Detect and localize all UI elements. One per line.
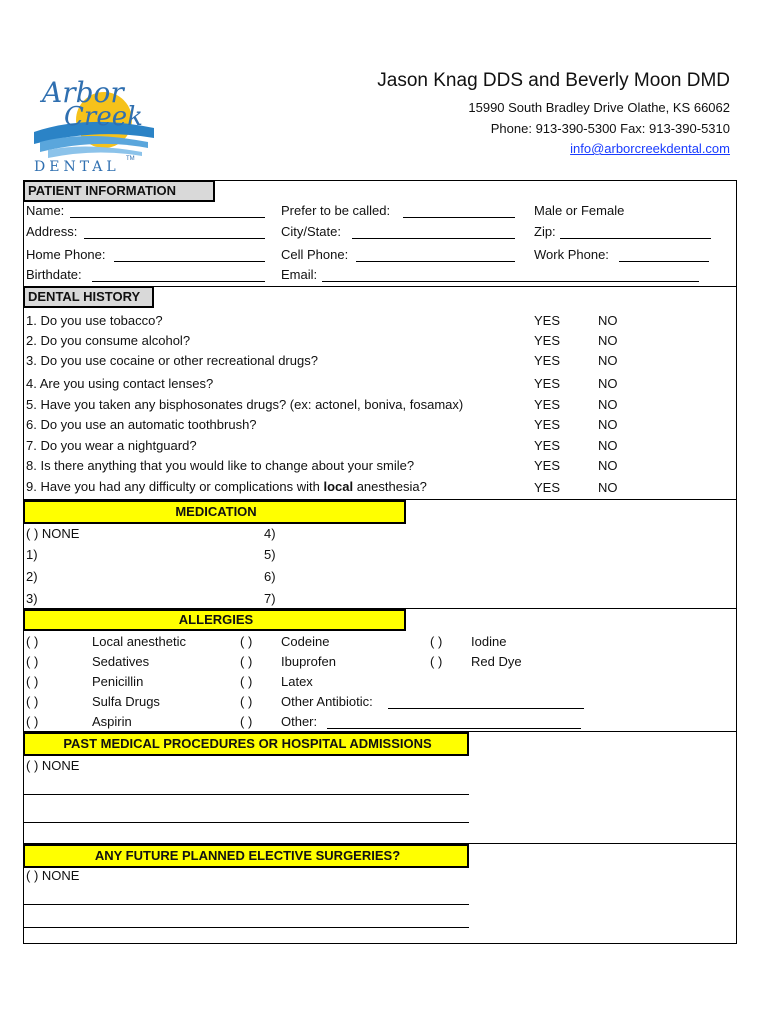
other-antibiotic-field[interactable] bbox=[388, 708, 584, 709]
past-procedures-heading: PAST MEDICAL PROCEDURES OR HOSPITAL ADMISSIONS bbox=[23, 732, 469, 756]
birthdate-label: Birthdate: bbox=[26, 267, 82, 282]
question-9-local: local bbox=[323, 479, 354, 494]
allergy-sulfa: Sulfa Drugs bbox=[92, 694, 160, 709]
medication-4: 4) bbox=[264, 526, 276, 541]
allergy-checkbox[interactable]: ( ) bbox=[26, 654, 39, 669]
cell-phone-label: Cell Phone: bbox=[281, 247, 349, 262]
medication-none[interactable]: ( ) NONE bbox=[26, 526, 80, 541]
logo-tm: TM bbox=[126, 156, 135, 162]
allergy-local-anesthetic: Local anesthetic bbox=[92, 634, 186, 649]
future-line-2[interactable] bbox=[23, 927, 469, 928]
past-none[interactable]: ( ) NONE bbox=[26, 758, 80, 773]
address-field[interactable] bbox=[84, 238, 265, 239]
question-7: 7. Do you wear a nightguard? bbox=[26, 438, 197, 453]
past-line-1[interactable] bbox=[23, 794, 469, 795]
allergy-other: Other: bbox=[281, 714, 318, 729]
allergy-checkbox[interactable]: ( ) bbox=[430, 654, 443, 669]
question-9-part-a: 9. Have you had any difficulty or complications with bbox=[26, 479, 324, 494]
zip-label: Zip: bbox=[534, 224, 556, 239]
name-field[interactable] bbox=[70, 217, 265, 218]
allergy-checkbox[interactable]: ( ) bbox=[240, 714, 253, 729]
allergy-checkbox[interactable]: ( ) bbox=[240, 694, 253, 709]
yes-option[interactable]: YES bbox=[534, 353, 561, 368]
patient-info-heading: PATIENT INFORMATION bbox=[23, 180, 215, 202]
question-9 bbox=[26, 479, 427, 495]
no-option[interactable]: NO bbox=[598, 376, 618, 391]
future-surgeries-heading: ANY FUTURE PLANNED ELECTIVE SURGERIES? bbox=[23, 844, 469, 868]
no-option[interactable]: NO bbox=[598, 417, 618, 432]
medication-7: 7) bbox=[264, 591, 276, 606]
question-9-part-c: anesthesia? bbox=[353, 479, 427, 494]
allergies-heading: ALLERGIES bbox=[23, 609, 406, 631]
medication-6: 6) bbox=[264, 569, 276, 584]
allergy-checkbox[interactable]: ( ) bbox=[240, 634, 253, 649]
practice-title: Jason Knag DDS and Beverly Moon DMD bbox=[377, 70, 730, 91]
city-field[interactable] bbox=[352, 238, 515, 239]
allergy-red-dye: Red Dye bbox=[471, 654, 522, 669]
yes-option[interactable]: YES bbox=[534, 438, 561, 453]
email-field[interactable] bbox=[322, 281, 699, 282]
work-phone-label: Work Phone: bbox=[534, 247, 609, 262]
work-phone-field[interactable] bbox=[619, 261, 709, 262]
home-phone-label: Home Phone: bbox=[26, 247, 106, 262]
question-6: 6. Do you use an automatic toothbrush? bbox=[26, 417, 257, 432]
practice-address: 15990 South Bradley Drive Olathe, KS 66062 bbox=[468, 100, 730, 115]
no-option[interactable]: NO bbox=[598, 353, 618, 368]
allergy-checkbox[interactable]: ( ) bbox=[240, 674, 253, 689]
home-phone-field[interactable] bbox=[114, 261, 265, 262]
question-4: 4. Are you using contact lenses? bbox=[26, 376, 214, 391]
question-3: 3. Do you use cocaine or other recreational drugs? bbox=[26, 353, 318, 368]
future-none[interactable]: ( ) NONE bbox=[26, 868, 80, 883]
address-label: Address: bbox=[26, 224, 78, 239]
allergy-sedatives: Sedatives bbox=[92, 654, 150, 669]
allergy-checkbox[interactable]: ( ) bbox=[430, 634, 443, 649]
medication-5: 5) bbox=[264, 547, 276, 562]
question-2: 2. Do you consume alcohol? bbox=[26, 333, 191, 348]
allergy-checkbox[interactable]: ( ) bbox=[26, 694, 39, 709]
medication-1: 1) bbox=[26, 547, 38, 562]
logo-arbor: Arbor bbox=[42, 76, 124, 109]
zip-field[interactable] bbox=[560, 238, 711, 239]
name-label: Name: bbox=[26, 203, 65, 218]
practice-email-link[interactable]: info@arborcreekdental.com bbox=[570, 141, 730, 156]
city-label: City/State: bbox=[281, 224, 341, 239]
yes-option[interactable]: YES bbox=[534, 417, 561, 432]
past-line-2[interactable] bbox=[23, 822, 469, 823]
yes-option[interactable]: YES bbox=[534, 376, 561, 391]
no-option[interactable]: NO bbox=[598, 480, 618, 495]
allergy-checkbox[interactable]: ( ) bbox=[240, 654, 253, 669]
allergy-latex: Latex bbox=[281, 674, 313, 689]
no-option[interactable]: NO bbox=[598, 397, 618, 412]
allergy-aspirin: Aspirin bbox=[92, 714, 132, 729]
no-option[interactable]: NO bbox=[598, 458, 618, 473]
yes-option[interactable]: YES bbox=[534, 397, 561, 412]
allergy-checkbox[interactable]: ( ) bbox=[26, 714, 39, 729]
allergy-iodine: Iodine bbox=[471, 634, 507, 649]
allergy-checkbox[interactable]: ( ) bbox=[26, 674, 39, 689]
practice-logo bbox=[26, 72, 156, 182]
prefer-label: Prefer to be called: bbox=[281, 203, 391, 218]
medication-heading: MEDICATION bbox=[23, 500, 406, 524]
question-5: 5. Have you taken any bisphosonates drugs? (ex: actonel, boniva, fosamax) bbox=[26, 397, 464, 412]
allergy-checkbox[interactable]: ( ) bbox=[26, 634, 39, 649]
allergy-ibuprofen: Ibuprofen bbox=[281, 654, 336, 669]
medication-2: 2) bbox=[26, 569, 38, 584]
email-label: Email: bbox=[281, 267, 318, 282]
dental-history-heading: DENTAL HISTORY bbox=[23, 286, 154, 308]
medication-3: 3) bbox=[26, 591, 38, 606]
logo-dental: DENTAL bbox=[34, 159, 120, 175]
gender-label: Male or Female bbox=[534, 203, 625, 218]
birthdate-field[interactable] bbox=[92, 281, 265, 282]
no-option[interactable]: NO bbox=[598, 313, 618, 328]
allergy-penicillin: Penicillin bbox=[92, 674, 144, 689]
no-option[interactable]: NO bbox=[598, 333, 618, 348]
question-8: 8. Is there anything that you would like to change about your smile? bbox=[26, 458, 415, 473]
allergy-codeine: Codeine bbox=[281, 634, 330, 649]
cell-phone-field[interactable] bbox=[356, 261, 515, 262]
no-option[interactable]: NO bbox=[598, 438, 618, 453]
question-1: 1. Do you use tobacco? bbox=[26, 313, 163, 328]
yes-option[interactable]: YES bbox=[534, 333, 561, 348]
yes-option[interactable]: YES bbox=[534, 458, 561, 473]
yes-option[interactable]: YES bbox=[534, 313, 561, 328]
other-allergy-field[interactable] bbox=[327, 728, 581, 729]
allergy-other-antibiotic: Other Antibiotic: bbox=[281, 694, 373, 709]
prefer-field[interactable] bbox=[403, 217, 515, 218]
logo-creek: Creek bbox=[64, 102, 143, 132]
yes-option[interactable]: YES bbox=[534, 480, 561, 495]
future-line-1[interactable] bbox=[23, 904, 469, 905]
practice-phone: Phone: 913-390-5300 Fax: 913-390-5310 bbox=[490, 121, 730, 136]
